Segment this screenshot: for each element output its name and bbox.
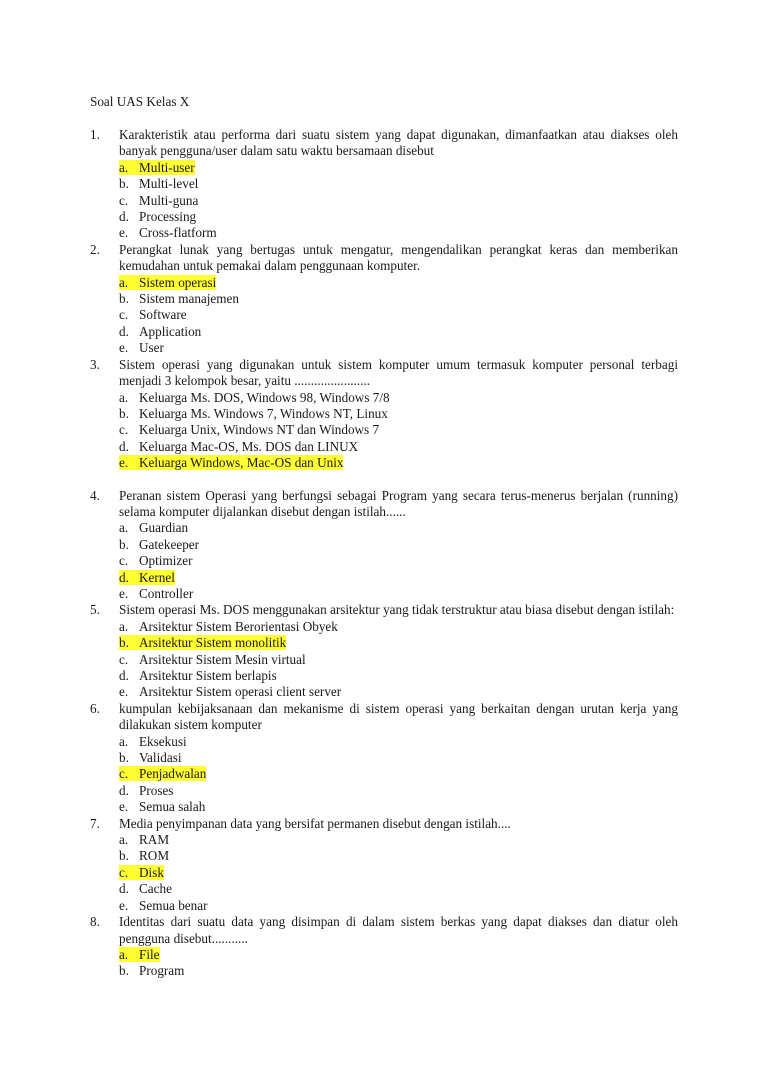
option-e: e. Cross-flatform <box>119 225 217 241</box>
answer-highlight: a. Multi-user <box>119 159 195 175</box>
option-e: e. Arsitektur Sistem operasi client server <box>119 684 342 700</box>
option-e: e. Semua salah <box>119 799 206 815</box>
option-b: b. ROM <box>119 848 170 864</box>
option-a <box>119 160 678 176</box>
question-text: Identitas dari suatu data yang disimpan di dalam sistem berkas yang dapat diakses dan diatur oleh pengguna disebut........... <box>119 914 678 946</box>
option-b: b. Multi-level <box>119 176 199 192</box>
question-text: Media penyimpanan data yang bersifat permanen disebut dengan istilah.... <box>119 815 511 831</box>
answer-highlight: a. File <box>119 946 160 962</box>
option-a <box>119 947 678 963</box>
option-a: a. Keluarga Ms. DOS, Windows 98, Windows 7/8 <box>119 389 390 405</box>
option-b <box>119 635 678 651</box>
option-a: a. Eksekusi <box>119 733 187 749</box>
option-a: a. Arsitektur Sistem Berorientasi Obyek <box>119 618 338 634</box>
option-b: b. Validasi <box>119 750 182 766</box>
question-number: 8. <box>90 914 100 930</box>
question-3 <box>90 357 678 472</box>
question-number: 4. <box>90 487 100 503</box>
question-text: Sistem operasi yang digunakan untuk sistem komputer umum termasuk komputer personal terbagi menjadi 3 kelompok besar, yaitu ....................... <box>119 356 678 389</box>
question-8 <box>90 914 678 980</box>
question-number: 1. <box>90 127 100 142</box>
question-2 <box>90 242 678 357</box>
answer-highlight: b. Arsitektur Sistem monolitik <box>119 635 287 651</box>
option-d: d. Processing <box>119 209 197 225</box>
option-b: b. Sistem manajemen <box>119 291 239 307</box>
option-c <box>119 865 678 881</box>
option-c: c. Keluarga Unix, Windows NT dan Windows 7 <box>119 422 380 438</box>
option-d: d. Keluarga Mac-OS, Ms. DOS dan LINUX <box>119 438 359 454</box>
question-text: Perangkat lunak yang bertugas untuk mengatur, mengendalikan perangkat keras dan memberikan kemudahan untuk pemakai dalam penggunaan komputer. <box>119 241 678 274</box>
option-a <box>119 275 678 291</box>
option-d: d. Cache <box>119 881 172 897</box>
answer-highlight: c. Disk <box>119 864 164 880</box>
question-number: 3. <box>90 356 100 372</box>
question-7 <box>90 816 678 914</box>
option-c: c. Multi-guna <box>119 192 199 208</box>
option-d: d. Application <box>119 323 202 339</box>
option-e: e. Semua benar <box>119 897 208 913</box>
question-number: 7. <box>90 815 100 831</box>
answer-highlight: d. Kernel <box>119 569 175 585</box>
question-text: Karakteristik atau performa dari suatu sistem yang dapat digunakan, dimanfaatkan atau diakses oleh banyak pengguna/user dalam satu waktu bersamaan disebut <box>119 127 678 159</box>
question-1 <box>90 127 678 242</box>
answer-highlight: a. Sistem operasi <box>119 274 217 290</box>
option-e: e. Controller <box>119 585 194 601</box>
option-b: b. Program <box>119 963 185 979</box>
option-c: c. Arsitektur Sistem Mesin virtual <box>119 651 306 667</box>
option-c <box>119 766 678 782</box>
option-b: b. Keluarga Ms. Windows 7, Windows NT, Linux <box>119 405 388 421</box>
option-c: c. Software <box>119 307 187 323</box>
question-text: Peranan sistem Operasi yang berfungsi sebagai Program yang secara terus-menerus berjalan (running) selama komputer dijalankan disebut dengan istilah...... <box>119 487 678 519</box>
option-d: d. Proses <box>119 782 174 798</box>
option-a: a. Guardian <box>119 520 189 536</box>
option-c: c. Optimizer <box>119 553 193 569</box>
option-e: e. User <box>119 340 164 356</box>
question-6 <box>90 701 678 816</box>
option-a: a. RAM <box>119 832 170 848</box>
question-5 <box>90 602 678 700</box>
answer-highlight: e. Keluarga Windows, Mac-OS dan Unix <box>119 455 344 471</box>
question-text: Sistem operasi Ms. DOS menggunakan arsitektur yang tidak terstruktur atau biasa disebut dengan istilah: <box>119 602 675 618</box>
question-number: 5. <box>90 602 100 618</box>
question-number: 2. <box>90 241 100 257</box>
document-title: Soal UAS Kelas X <box>90 94 190 109</box>
option-b: b. Gatekeeper <box>119 536 200 552</box>
option-e <box>119 455 678 471</box>
option-d: d. Arsitektur Sistem berlapis <box>119 668 277 683</box>
question-4 <box>90 488 678 603</box>
question-number: 6. <box>90 700 100 716</box>
question-text: kumpulan kebijaksanaan dan mekanisme di sistem operasi yang berkaitan dengan urutan kerja yang dilakukan sistem komputer <box>119 700 678 733</box>
question-list <box>90 127 678 980</box>
option-d <box>119 570 678 586</box>
answer-highlight: c. Penjadwalan <box>119 766 207 782</box>
